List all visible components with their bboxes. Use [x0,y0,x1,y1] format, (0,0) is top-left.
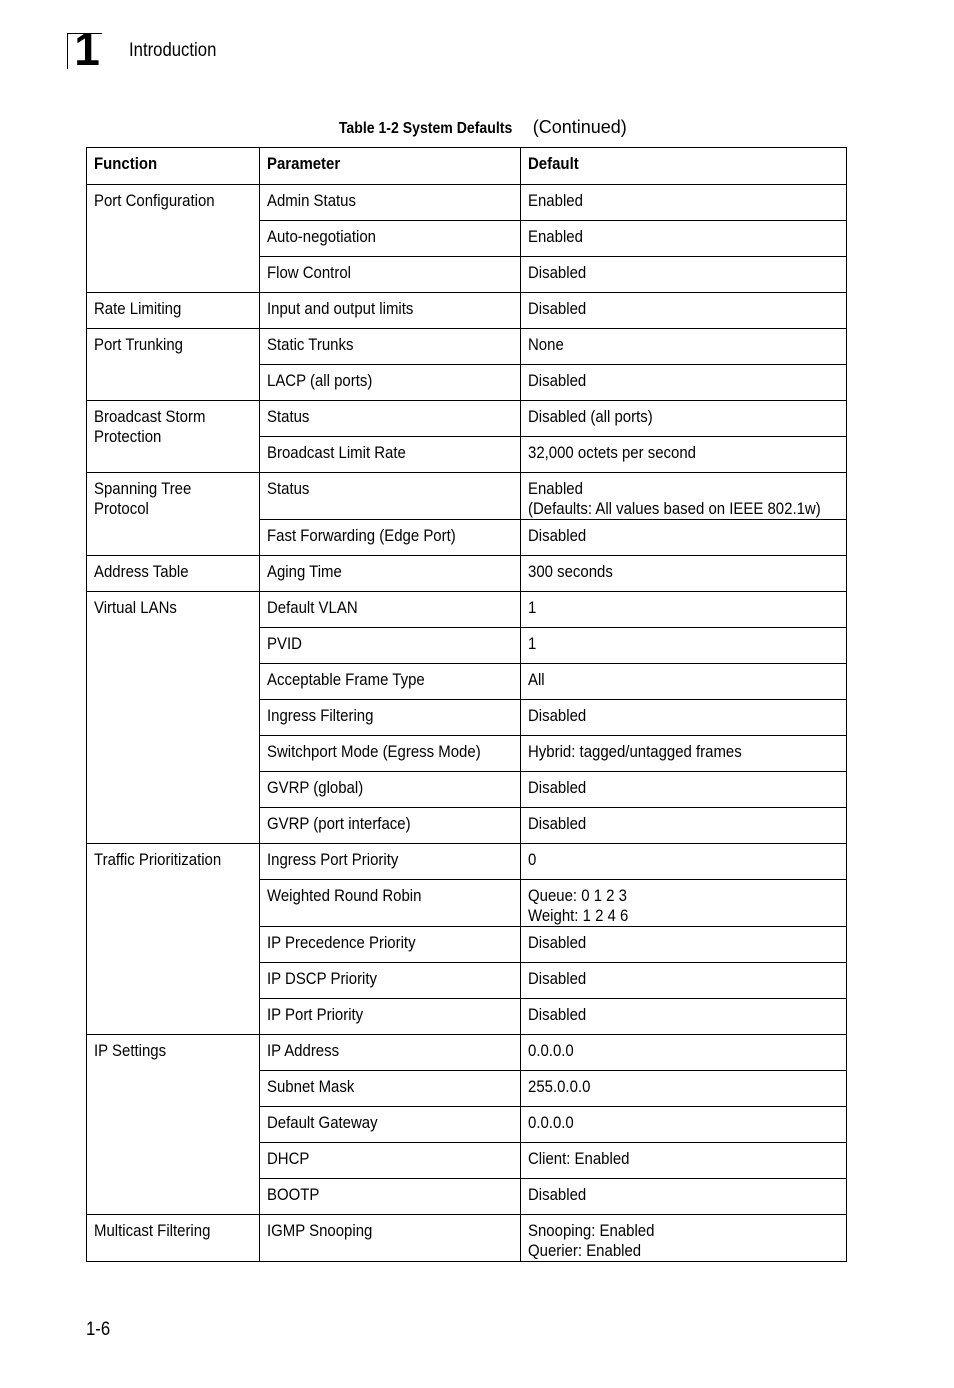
parameter-cell: Aging Time [260,556,521,592]
parameter-cell: IGMP Snooping [260,1215,521,1262]
default-cell: Disabled [521,700,847,736]
parameter-cell: BOOTP [260,1179,521,1215]
parameter-cell: Status [260,401,521,437]
parameter-cell: GVRP (port interface) [260,808,521,844]
default-cell: Disabled [521,772,847,808]
table-caption-label: Table 1-2 System Defaults [339,120,513,137]
default-cell: Client: Enabled [521,1143,847,1179]
function-cell: Multicast Filtering [87,1215,260,1262]
function-cell: Broadcast Storm Protection [87,401,260,473]
table-row [87,293,847,329]
default-cell: Hybrid: tagged/untagged frames [521,736,847,772]
default-cell: 0.0.0.0 [521,1107,847,1143]
parameter-cell: Switchport Mode (Egress Mode) [260,736,521,772]
column-header-parameter: Parameter [260,148,521,185]
default-cell: Disabled [521,1179,847,1215]
function-cell: Port Configuration [87,185,260,293]
parameter-cell: IP Port Priority [260,999,521,1035]
parameter-cell: Flow Control [260,257,521,293]
table-caption [0,116,954,140]
column-header-function: Function [87,148,260,185]
default-cell: Disabled [521,365,847,401]
default-cell: Enabled [521,221,847,257]
table-row [87,329,847,365]
parameter-cell: Weighted Round Robin [260,880,521,927]
parameter-cell: Subnet Mask [260,1071,521,1107]
table-row [87,556,847,592]
table-caption-continued: (Continued) [532,117,627,137]
function-cell: Rate Limiting [87,293,260,329]
default-cell: 1 [521,592,847,628]
function-cell: Spanning Tree Protocol [87,473,260,556]
parameter-cell: Fast Forwarding (Edge Port) [260,520,521,556]
table-row [87,1035,847,1071]
default-cell: Snooping: Enabled Querier: Enabled [521,1215,847,1262]
system-defaults-table [86,147,847,1262]
parameter-cell: DHCP [260,1143,521,1179]
parameter-cell: Broadcast Limit Rate [260,437,521,473]
default-cell: Disabled [521,999,847,1035]
parameter-cell: Default VLAN [260,592,521,628]
parameter-cell: IP DSCP Priority [260,963,521,999]
default-cell: All [521,664,847,700]
default-cell: Disabled [521,293,847,329]
default-cell: None [521,329,847,365]
parameter-cell: IP Address [260,1035,521,1071]
default-cell: Disabled [521,808,847,844]
parameter-cell: Ingress Filtering [260,700,521,736]
function-cell: Address Table [87,556,260,592]
function-cell: Traffic Prioritization [87,844,260,1035]
function-cell: Port Trunking [87,329,260,401]
parameter-cell: Auto-negotiation [260,221,521,257]
table-row [87,401,847,437]
default-cell: 300 seconds [521,556,847,592]
table-row [87,844,847,880]
default-cell: 32,000 octets per second [521,437,847,473]
chapter-title: Introduction [129,40,217,61]
default-cell: Disabled [521,520,847,556]
parameter-cell: Admin Status [260,185,521,221]
parameter-cell: Input and output limits [260,293,521,329]
parameter-cell: Status [260,473,521,520]
chapter-number: 1 [74,23,100,75]
default-cell: Enabled (Defaults: All values based on IEEE 802.1w) [521,473,847,520]
default-cell: 0 [521,844,847,880]
page-number: 1-6 [86,1319,111,1340]
default-cell: Enabled [521,185,847,221]
parameter-cell: Static Trunks [260,329,521,365]
parameter-cell: Ingress Port Priority [260,844,521,880]
default-cell: 0.0.0.0 [521,1035,847,1071]
default-cell: Disabled [521,963,847,999]
parameter-cell: Default Gateway [260,1107,521,1143]
function-cell: IP Settings [87,1035,260,1215]
column-header-default: Default [521,148,847,185]
parameter-cell: Acceptable Frame Type [260,664,521,700]
table-row [87,185,847,221]
parameter-cell: LACP (all ports) [260,365,521,401]
parameter-cell: PVID [260,628,521,664]
table-row [87,592,847,628]
default-cell: 1 [521,628,847,664]
table-header-row [87,148,847,185]
table-row [87,473,847,520]
table-row [87,1215,847,1262]
parameter-cell: GVRP (global) [260,772,521,808]
table-body [87,185,847,1262]
default-cell: 255.0.0.0 [521,1071,847,1107]
function-cell: Virtual LANs [87,592,260,844]
parameter-cell: IP Precedence Priority [260,927,521,963]
default-cell: Disabled [521,257,847,293]
default-cell: Queue: 0 1 2 3 Weight: 1 2 4 6 [521,880,847,927]
default-cell: Disabled [521,927,847,963]
default-cell: Disabled (all ports) [521,401,847,437]
